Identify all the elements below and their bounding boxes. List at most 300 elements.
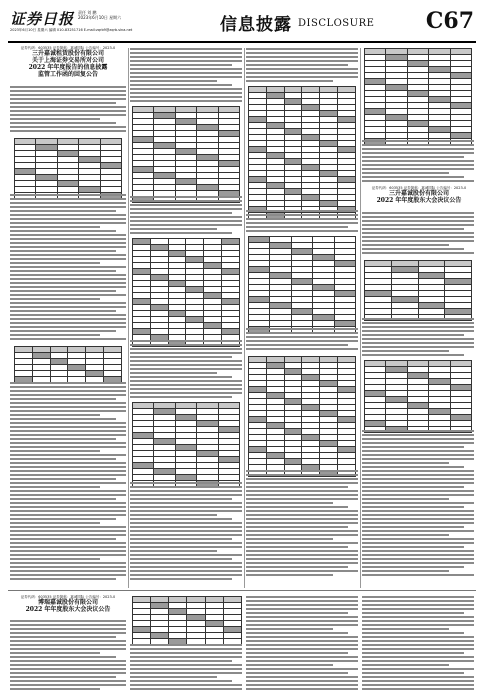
text-line bbox=[362, 644, 474, 646]
text-line bbox=[362, 636, 474, 638]
text-block bbox=[362, 140, 474, 184]
text-block bbox=[130, 196, 242, 236]
text-line bbox=[10, 632, 126, 634]
text-line bbox=[10, 226, 100, 228]
column-divider bbox=[244, 48, 245, 588]
text-line bbox=[362, 466, 464, 468]
text-line bbox=[130, 652, 242, 654]
text-block bbox=[246, 48, 358, 84]
text-line bbox=[10, 526, 126, 528]
text-line bbox=[246, 538, 333, 540]
text-line bbox=[130, 396, 232, 398]
text-line bbox=[10, 202, 126, 204]
text-line bbox=[10, 470, 126, 472]
text-line bbox=[362, 354, 464, 356]
text-line bbox=[130, 52, 242, 54]
article-1-code: 证券代码：603535 证券简称：嘉诚国际 公告编号：2023-0 bbox=[20, 46, 116, 50]
text-line bbox=[10, 688, 100, 690]
text-line bbox=[10, 450, 100, 452]
text-line bbox=[130, 216, 242, 218]
text-line bbox=[246, 214, 358, 216]
text-line bbox=[246, 660, 358, 662]
text-line bbox=[10, 490, 126, 492]
text-line bbox=[246, 344, 348, 346]
text-line bbox=[130, 88, 242, 90]
text-line bbox=[10, 578, 116, 580]
text-line bbox=[362, 676, 474, 678]
text-line bbox=[130, 100, 242, 102]
text-line bbox=[10, 430, 126, 432]
text-line bbox=[246, 688, 358, 690]
text-line bbox=[130, 204, 242, 206]
text-line bbox=[10, 242, 126, 244]
text-line bbox=[246, 680, 358, 682]
text-line bbox=[10, 286, 126, 288]
article-1-title-3: 2022 年年度报告的信息披露 bbox=[28, 64, 108, 71]
text-line bbox=[10, 338, 126, 340]
text-block bbox=[246, 210, 358, 234]
text-line bbox=[362, 486, 464, 488]
text-line bbox=[10, 530, 126, 532]
text-line bbox=[362, 656, 474, 658]
text-line bbox=[130, 664, 242, 666]
text-line bbox=[10, 438, 116, 440]
text-line bbox=[130, 558, 232, 560]
text-line bbox=[10, 648, 126, 650]
text-line bbox=[130, 522, 242, 524]
text-block bbox=[10, 86, 126, 136]
text-line bbox=[246, 60, 358, 62]
text-line bbox=[10, 518, 116, 520]
text-line bbox=[10, 510, 126, 512]
text-line bbox=[362, 318, 474, 320]
text-line bbox=[130, 388, 242, 390]
text-line bbox=[10, 210, 116, 212]
text-block bbox=[362, 596, 474, 692]
text-line bbox=[362, 346, 474, 348]
text-block bbox=[246, 328, 358, 354]
meta-line-1: 责任 刘 鹏 bbox=[78, 10, 97, 15]
text-line bbox=[362, 442, 474, 444]
article-3-code: 证券代码：603535 证券简称：嘉诚国际 公告编号：2023-0 bbox=[20, 595, 116, 599]
data-table bbox=[248, 86, 356, 219]
text-block bbox=[10, 382, 126, 582]
text-line bbox=[362, 156, 464, 158]
text-line bbox=[10, 474, 126, 476]
text-line bbox=[10, 298, 100, 300]
text-line bbox=[246, 676, 358, 678]
text-line bbox=[246, 652, 348, 654]
text-line bbox=[362, 518, 474, 520]
text-line bbox=[362, 668, 474, 670]
data-table bbox=[364, 360, 472, 433]
text-line bbox=[10, 206, 126, 208]
text-line bbox=[246, 52, 358, 54]
text-line bbox=[10, 122, 116, 124]
column-divider bbox=[128, 48, 129, 588]
text-line bbox=[10, 386, 126, 388]
text-line bbox=[246, 664, 333, 666]
text-line bbox=[10, 656, 116, 658]
page-number: C67 bbox=[425, 8, 474, 34]
text-line bbox=[130, 676, 217, 678]
text-line bbox=[10, 664, 126, 666]
text-line bbox=[246, 336, 358, 338]
text-line bbox=[362, 482, 474, 484]
text-line bbox=[10, 102, 116, 104]
text-line bbox=[130, 672, 242, 674]
text-line bbox=[130, 348, 242, 350]
text-block bbox=[246, 470, 358, 580]
data-table bbox=[132, 106, 240, 203]
text-line bbox=[246, 620, 358, 622]
text-line bbox=[10, 680, 126, 682]
text-line bbox=[10, 126, 126, 128]
text-line bbox=[10, 254, 126, 256]
text-line bbox=[362, 220, 474, 222]
text-line bbox=[130, 498, 232, 500]
text-line bbox=[130, 368, 242, 370]
text-line bbox=[246, 328, 358, 330]
text-line bbox=[130, 364, 242, 366]
text-line bbox=[10, 554, 126, 556]
text-line bbox=[362, 434, 474, 436]
text-line bbox=[130, 96, 242, 98]
text-line bbox=[130, 340, 242, 342]
text-line bbox=[10, 390, 126, 392]
text-line bbox=[362, 244, 449, 246]
text-line bbox=[10, 262, 100, 264]
text-line bbox=[362, 326, 474, 328]
text-line bbox=[246, 502, 333, 504]
text-line bbox=[130, 196, 242, 198]
text-line bbox=[246, 550, 358, 552]
text-line bbox=[10, 98, 126, 100]
text-line bbox=[130, 550, 217, 552]
text-line bbox=[10, 446, 126, 448]
text-line bbox=[246, 514, 358, 516]
text-line bbox=[130, 392, 242, 394]
text-line bbox=[362, 438, 474, 440]
text-line bbox=[130, 344, 242, 346]
masthead bbox=[8, 6, 476, 40]
text-line bbox=[362, 430, 474, 432]
text-line bbox=[246, 470, 358, 472]
text-line bbox=[362, 458, 474, 460]
text-line bbox=[246, 640, 358, 642]
text-line bbox=[246, 226, 348, 228]
text-line bbox=[246, 600, 358, 602]
text-line bbox=[362, 558, 474, 560]
text-line bbox=[246, 628, 333, 630]
text-line bbox=[10, 454, 126, 456]
text-line bbox=[130, 578, 232, 580]
text-line bbox=[130, 352, 242, 354]
text-line bbox=[10, 542, 126, 544]
text-block bbox=[362, 430, 474, 580]
text-line bbox=[10, 402, 126, 404]
text-block bbox=[130, 48, 242, 104]
text-line bbox=[10, 114, 126, 116]
text-line bbox=[362, 566, 464, 568]
article-3-title-2: 2022 年年度股东大会决议公告 bbox=[25, 606, 111, 613]
text-line bbox=[130, 546, 242, 548]
text-line bbox=[362, 446, 464, 448]
text-line bbox=[130, 530, 242, 532]
text-line bbox=[10, 94, 126, 96]
text-line bbox=[362, 160, 474, 162]
text-line bbox=[362, 534, 449, 536]
text-line bbox=[246, 570, 358, 572]
text-line bbox=[130, 384, 242, 386]
text-line bbox=[246, 474, 358, 476]
text-line bbox=[10, 214, 126, 216]
text-line bbox=[362, 502, 474, 504]
text-line bbox=[10, 482, 126, 484]
text-line bbox=[10, 230, 116, 232]
masthead-meta bbox=[78, 10, 198, 20]
text-line bbox=[362, 688, 474, 690]
text-line bbox=[362, 554, 474, 556]
text-line bbox=[10, 306, 126, 308]
text-line bbox=[362, 640, 474, 642]
data-table bbox=[248, 356, 356, 477]
text-line bbox=[10, 644, 126, 646]
text-line bbox=[362, 628, 449, 630]
text-line bbox=[246, 522, 358, 524]
text-line bbox=[130, 554, 242, 556]
text-line bbox=[10, 238, 126, 240]
text-line bbox=[10, 546, 126, 548]
text-line bbox=[246, 558, 358, 560]
text-line bbox=[130, 502, 242, 504]
text-line bbox=[10, 442, 126, 444]
text-line bbox=[130, 76, 242, 78]
text-line bbox=[130, 208, 242, 210]
text-line bbox=[362, 176, 464, 178]
text-line bbox=[362, 514, 474, 516]
text-line bbox=[10, 562, 126, 564]
text-line bbox=[246, 486, 348, 488]
text-line bbox=[130, 92, 242, 94]
text-line bbox=[10, 270, 116, 272]
data-table bbox=[14, 138, 122, 199]
text-line bbox=[10, 258, 126, 260]
text-line bbox=[362, 168, 474, 170]
text-line bbox=[362, 180, 474, 182]
text-line bbox=[10, 676, 116, 678]
text-line bbox=[10, 410, 126, 412]
text-line bbox=[362, 330, 474, 332]
text-line bbox=[362, 632, 464, 634]
text-line bbox=[362, 172, 449, 174]
text-line bbox=[10, 574, 126, 576]
text-line bbox=[362, 338, 474, 340]
text-line bbox=[246, 604, 358, 606]
data-table bbox=[132, 402, 240, 487]
section-title-en: DISCLOSURE bbox=[298, 18, 375, 29]
text-line bbox=[246, 608, 358, 610]
text-line bbox=[10, 382, 126, 384]
text-line bbox=[246, 494, 358, 496]
text-line bbox=[246, 506, 348, 508]
section-divider bbox=[8, 590, 476, 591]
text-line bbox=[246, 648, 358, 650]
text-line bbox=[130, 680, 232, 682]
article-2-code: 证券代码：603535 证券简称：嘉诚国际 公告编号：2023-0 bbox=[371, 186, 467, 190]
text-line bbox=[10, 234, 126, 236]
text-line bbox=[130, 570, 242, 572]
text-line bbox=[246, 530, 358, 532]
text-line bbox=[362, 216, 474, 218]
text-line bbox=[130, 538, 232, 540]
text-line bbox=[362, 664, 449, 666]
text-line bbox=[130, 494, 242, 496]
masthead-contact: 2023年6月10日 星期六 编辑 010-83251716 E-mail:zqrb9@zqrb.sina.net bbox=[10, 28, 133, 32]
article-1-header bbox=[10, 46, 126, 78]
text-line bbox=[362, 522, 474, 524]
text-line bbox=[10, 110, 126, 112]
text-line bbox=[10, 522, 100, 524]
text-line bbox=[130, 212, 232, 214]
text-line bbox=[130, 534, 242, 536]
text-line bbox=[10, 406, 126, 408]
text-line bbox=[362, 240, 474, 242]
text-line bbox=[10, 322, 126, 324]
text-line bbox=[362, 570, 449, 572]
text-line bbox=[362, 232, 474, 234]
text-line bbox=[130, 372, 217, 374]
text-line bbox=[130, 542, 242, 544]
text-line bbox=[10, 426, 126, 428]
article-2-title-2: 2022 年年度股东大会决议公告 bbox=[376, 197, 462, 204]
text-line bbox=[10, 310, 116, 312]
text-line bbox=[10, 86, 126, 88]
text-line bbox=[130, 200, 242, 202]
text-line bbox=[362, 144, 474, 146]
text-block bbox=[10, 194, 126, 344]
text-line bbox=[362, 562, 474, 564]
text-line bbox=[130, 228, 217, 230]
text-line bbox=[246, 644, 358, 646]
text-line bbox=[10, 570, 126, 572]
text-line bbox=[130, 574, 242, 576]
text-line bbox=[130, 48, 242, 50]
text-line bbox=[362, 538, 474, 540]
text-line bbox=[362, 684, 474, 686]
text-line bbox=[362, 616, 474, 618]
text-line bbox=[362, 322, 474, 324]
text-line bbox=[246, 218, 358, 220]
text-line bbox=[10, 478, 116, 480]
text-line bbox=[362, 546, 464, 548]
text-line bbox=[130, 380, 242, 382]
text-line bbox=[130, 224, 242, 226]
text-block bbox=[362, 318, 474, 358]
text-line bbox=[10, 394, 126, 396]
text-line bbox=[130, 644, 242, 646]
text-line bbox=[130, 68, 242, 70]
text-line bbox=[130, 84, 232, 86]
text-line bbox=[10, 566, 126, 568]
data-table bbox=[132, 238, 240, 347]
text-line bbox=[10, 672, 126, 674]
text-line bbox=[10, 326, 126, 328]
text-line bbox=[10, 414, 100, 416]
text-line bbox=[246, 684, 358, 686]
text-line bbox=[362, 334, 464, 336]
text-line bbox=[246, 526, 348, 528]
text-line bbox=[362, 506, 464, 508]
text-line bbox=[362, 454, 474, 456]
text-line bbox=[10, 330, 116, 332]
text-line bbox=[362, 624, 474, 626]
text-line bbox=[10, 194, 126, 196]
text-line bbox=[10, 314, 126, 316]
text-line bbox=[246, 222, 358, 224]
text-line bbox=[246, 56, 358, 58]
data-table bbox=[364, 260, 472, 321]
text-line bbox=[10, 250, 116, 252]
meta-line-2: 2023年6月10日 星期六 bbox=[78, 15, 122, 20]
text-line bbox=[130, 60, 242, 62]
text-line bbox=[130, 80, 217, 82]
text-line bbox=[10, 278, 126, 280]
text-line bbox=[130, 72, 242, 74]
text-line bbox=[10, 486, 100, 488]
text-line bbox=[246, 624, 358, 626]
text-line bbox=[362, 462, 449, 464]
text-line bbox=[130, 688, 242, 690]
text-line bbox=[246, 612, 348, 614]
text-line bbox=[362, 596, 474, 598]
masthead-rule bbox=[8, 41, 476, 43]
text-line bbox=[130, 482, 242, 484]
text-line bbox=[10, 628, 126, 630]
text-line bbox=[10, 636, 116, 638]
text-line bbox=[246, 478, 358, 480]
text-line bbox=[10, 434, 126, 436]
text-line bbox=[362, 224, 474, 226]
text-line bbox=[246, 48, 358, 50]
text-line bbox=[362, 672, 464, 674]
text-line bbox=[246, 632, 348, 634]
text-line bbox=[246, 210, 358, 212]
text-line bbox=[362, 470, 474, 472]
text-line bbox=[362, 648, 474, 650]
text-line bbox=[130, 684, 242, 686]
text-line bbox=[10, 668, 126, 670]
text-line bbox=[10, 494, 126, 496]
text-line bbox=[362, 164, 474, 166]
text-line bbox=[130, 64, 232, 66]
text-line bbox=[362, 526, 464, 528]
text-line bbox=[10, 620, 126, 622]
text-line bbox=[130, 518, 232, 520]
text-line bbox=[10, 246, 126, 248]
text-block bbox=[130, 644, 242, 692]
text-line bbox=[246, 510, 358, 512]
text-block bbox=[362, 212, 474, 258]
text-line bbox=[130, 360, 242, 362]
text-line bbox=[10, 534, 126, 536]
text-line bbox=[246, 656, 358, 658]
text-line bbox=[10, 106, 126, 108]
section-title: 信息披露 bbox=[220, 15, 292, 35]
column-divider bbox=[360, 48, 361, 588]
text-line bbox=[10, 466, 126, 468]
text-line bbox=[246, 554, 358, 556]
